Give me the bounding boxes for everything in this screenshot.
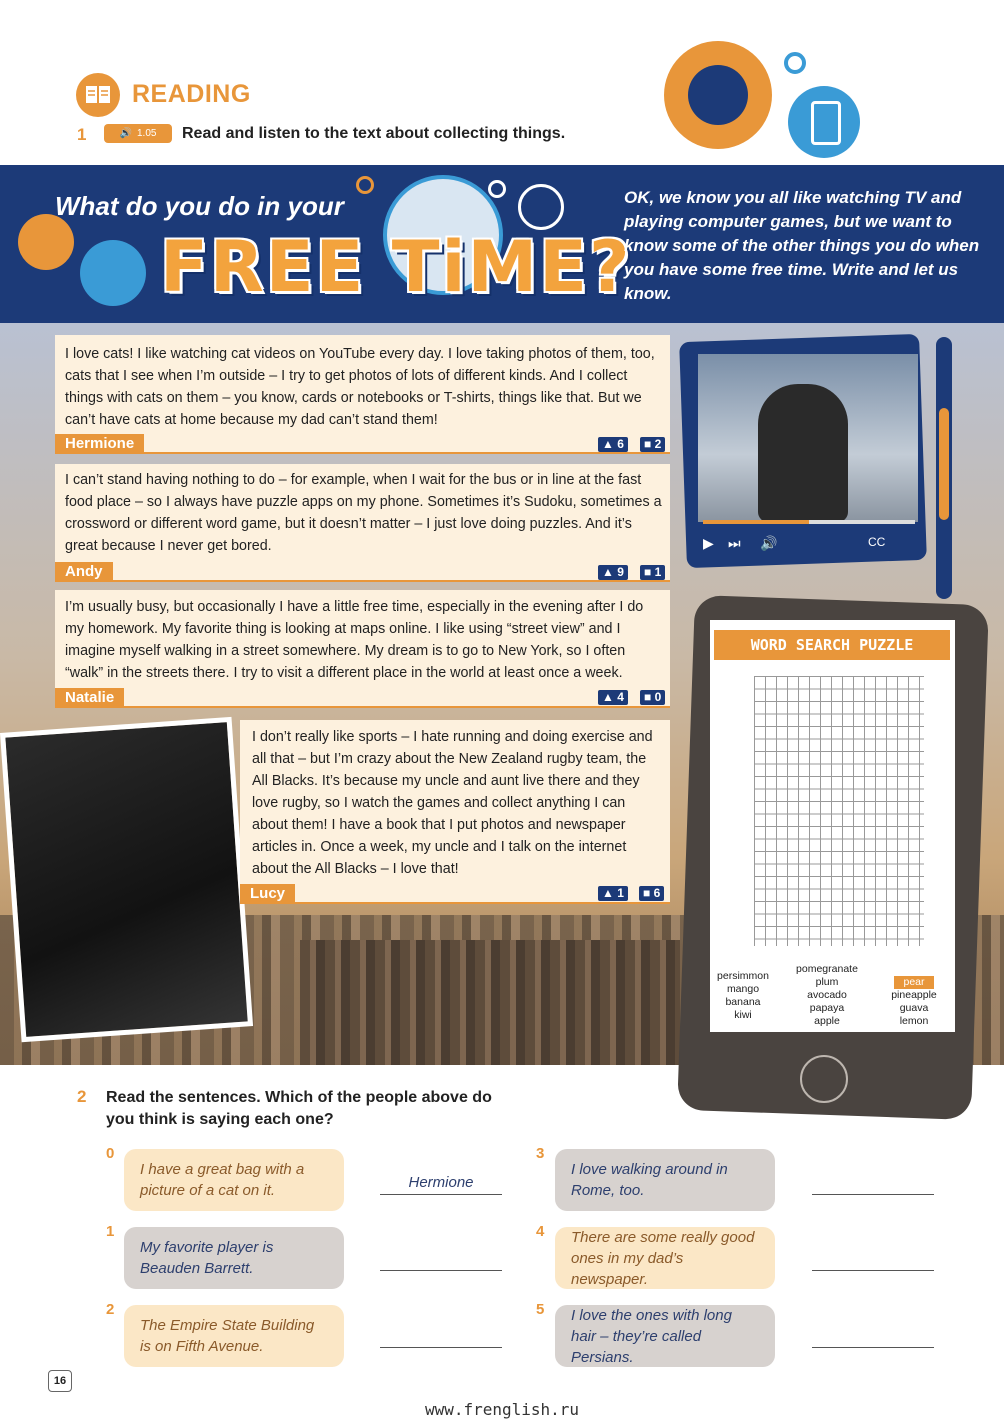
volume-icon[interactable]: 🔊 <box>760 535 778 551</box>
post-author: Andy <box>55 562 113 582</box>
question-number: 0 <box>106 1145 115 1162</box>
answer-field[interactable]: Hermione <box>380 1174 502 1195</box>
football-icon <box>688 65 748 125</box>
post-card <box>55 335 670 454</box>
post-author: Hermione <box>55 434 144 454</box>
speech-bubble: I love walking around in Rome, too. <box>555 1149 775 1211</box>
question-number: 4 <box>536 1223 545 1240</box>
small-gear-icon <box>488 180 506 198</box>
comments-count: 1 <box>654 565 662 579</box>
speech-bubble: I love the ones with long hair – they’re called Persians. <box>555 1305 775 1367</box>
word: mango <box>726 983 760 995</box>
home-button[interactable] <box>800 1055 848 1103</box>
word-search-grid[interactable] <box>754 676 924 946</box>
likes-badge[interactable] <box>598 437 628 452</box>
puzzle-gear-icon <box>80 240 146 306</box>
word-highlighted: pear <box>894 976 934 989</box>
city-gear-icon <box>18 214 74 270</box>
video-progress-bar[interactable] <box>703 520 915 524</box>
word: pomegranate <box>796 963 858 975</box>
word: kiwi <box>734 1009 752 1021</box>
exercise-number: 2 <box>77 1087 87 1106</box>
banner-question: What do you do in your <box>55 191 344 221</box>
small-gear-icon <box>784 52 806 74</box>
comments-badge[interactable] <box>640 437 665 452</box>
word: avocado <box>807 989 847 1001</box>
answer-field[interactable] <box>812 1174 934 1195</box>
answer-field[interactable] <box>380 1327 502 1348</box>
speech-bubble: There are some really good ones in my dad’s newspaper. <box>555 1227 775 1289</box>
footer-url[interactable]: www.frenglish.ru <box>424 1400 580 1419</box>
question-number: 5 <box>536 1301 545 1318</box>
post-text: I can’t stand having nothing to do – for example, when I wait for the bus or in line at the fast food place – so I always have puzzle apps on my phone. Sometimes it’s Sudoku, sometimes a crossword or different word game, but it doesn’t matter – I just love doing puzzles. And it’s great because I never get bored. <box>65 472 662 554</box>
word: lemon <box>899 1015 929 1027</box>
book-icon <box>76 73 120 117</box>
play-icon[interactable]: ▶ <box>703 535 714 551</box>
word: persimmon <box>717 970 769 982</box>
comments-count: 6 <box>653 886 661 900</box>
section-title: READING <box>132 80 251 108</box>
captions-icon[interactable]: CC <box>868 535 886 549</box>
rugby-team-photo <box>0 717 253 1042</box>
question-number: 3 <box>536 1145 545 1162</box>
post-text: I don’t really like sports – I hate running and doing exercise and all that – but I’m crazy about the New Zealand rugby team, the All Blacks. It’s because my uncle and aunt live there and they love rugby, so I watch the games and collect anything I can about them! I have a book that I put photos and newspaper articles in. Once a week, my uncle and I talk on the internet about the All Blacks – I love that! <box>252 729 653 877</box>
cat-gear-icon <box>518 184 564 230</box>
thumbs-up-icon: ▲ <box>602 437 614 451</box>
post-card <box>240 720 670 904</box>
post-card <box>55 590 670 708</box>
puzzle-title: WORD SEARCH PUZZLE <box>714 630 950 660</box>
word: plum <box>815 976 839 988</box>
comments-badge[interactable] <box>640 690 665 705</box>
comment-icon: ■ <box>644 437 652 451</box>
scrollbar-thumb[interactable] <box>939 408 949 520</box>
video-progress-fill <box>703 520 809 524</box>
banner-headline: FREE TiME? <box>160 226 632 308</box>
banner-intro: OK, we know you all like watching TV and playing computer games, but we want to know some of the other things you do when you have some free time. Write and let us know. <box>624 188 980 303</box>
thumbs-up-icon: ▲ <box>602 565 614 579</box>
likes-badge[interactable] <box>598 886 628 901</box>
comments-badge[interactable] <box>639 886 664 901</box>
comments-count: 0 <box>654 690 662 704</box>
comments-badge[interactable] <box>640 565 665 580</box>
likes-badge[interactable] <box>598 690 628 705</box>
post-text: I love cats! I like watching cat videos on YouTube every day. I love taking photos of them, too, cats that I see when I’m outside – I try to get photos of lots of different kinds. And I collect things with cats on them – you know, cards or notebooks or T-shirts, things like that. But we can’t have cats at home because my dad can’t stand them! <box>65 346 655 428</box>
speech-bubble: I have a great bag with a picture of a cat on it. <box>124 1149 344 1211</box>
answer-field[interactable] <box>812 1250 934 1271</box>
cat-silhouette <box>758 384 848 522</box>
likes-count: 6 <box>617 437 624 451</box>
word: banana <box>725 996 761 1008</box>
answer-field[interactable] <box>380 1250 502 1271</box>
word-list-col3 <box>882 976 946 1028</box>
track-number: 1.05 <box>136 128 157 139</box>
speech-bubble: My favorite player is Beauden Barrett. <box>124 1227 344 1289</box>
word: papaya <box>809 1002 845 1014</box>
likes-badge[interactable] <box>598 565 628 580</box>
exercise-instruction: Read the sentences. Which of the people above do you think is saying each one? <box>106 1089 492 1128</box>
word-list-col1 <box>712 970 774 1022</box>
post-text: I’m usually busy, but occasionally I have a little free time, especially in the evening after I do my homework. My favorite thing is looking at maps online. I like using “street view” and I imagine myself walking in a street somewhere. My dream is to go to New York, so I often “walk” in the streets there. I try to visit a different place in the world at least once a week. <box>65 599 644 681</box>
post-author: Lucy <box>240 884 295 904</box>
speaker-icon: 🔊 <box>119 128 132 139</box>
skyline <box>300 940 680 1065</box>
thumbs-up-icon: ▲ <box>602 886 614 900</box>
thumbs-up-icon: ▲ <box>602 690 614 704</box>
audio-track-button[interactable] <box>104 124 172 143</box>
post-card <box>55 464 670 582</box>
comments-count: 2 <box>654 437 662 451</box>
answer-field[interactable] <box>812 1327 934 1348</box>
small-gear-icon <box>356 176 374 194</box>
exercise-instruction: Read and listen to the text about collecting things. <box>182 125 566 142</box>
likes-count: 1 <box>617 886 624 900</box>
comment-icon: ■ <box>644 565 652 579</box>
cat-video-thumbnail[interactable] <box>698 354 918 522</box>
post-author: Natalie <box>55 688 124 708</box>
word: pineapple <box>891 989 937 1001</box>
word: guava <box>899 1002 929 1014</box>
question-number: 2 <box>106 1301 115 1318</box>
exercise-number: 1 <box>77 125 87 144</box>
question-number: 1 <box>106 1223 115 1240</box>
word: apple <box>814 1015 840 1027</box>
next-icon[interactable]: ⏭ <box>728 535 741 551</box>
comment-icon: ■ <box>644 690 652 704</box>
phone-icon <box>811 101 841 145</box>
likes-count: 4 <box>617 690 624 704</box>
likes-count: 9 <box>617 565 624 579</box>
comment-icon: ■ <box>643 886 651 900</box>
page-number: 16 <box>48 1370 72 1392</box>
speech-bubble: The Empire State Building is on Fifth Avenue. <box>124 1305 344 1367</box>
word-list-col2 <box>790 963 864 1028</box>
